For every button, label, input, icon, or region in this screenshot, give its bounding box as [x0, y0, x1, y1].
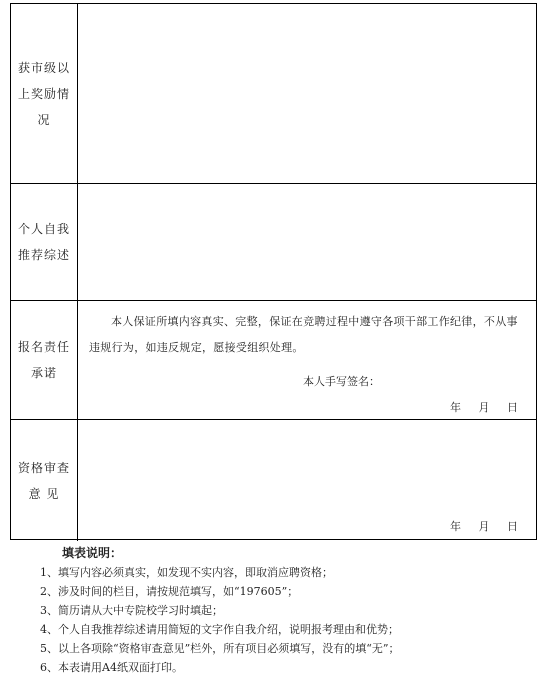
form-instructions — [40, 544, 540, 677]
instruction-item: 4、个人自我推荐综述请用简短的文字作自我介绍，说明报考理由和优势； — [40, 623, 399, 636]
instruction-item: 6、本表请用A4纸双面打印。 — [40, 661, 183, 674]
self-recommendation-label-cell — [11, 184, 78, 300]
commitment-row — [11, 301, 536, 420]
qualification-review-row — [11, 420, 536, 541]
qualification-review-content[interactable] — [77, 420, 536, 541]
signature-label: 本人手写签名： — [303, 375, 380, 388]
instruction-item: 3、简历请从大中专院校学习时填起； — [40, 604, 223, 617]
commitment-label: 报名责任承诺 — [18, 340, 71, 380]
qualification-review-label: 资格审查意 见 — [18, 460, 71, 501]
commitment-date: 年 月 日 — [450, 401, 518, 414]
awards-label-cell — [11, 4, 78, 183]
instruction-item: 2、涉及时间的栏目，请按规范填写，如“197605”； — [40, 585, 299, 598]
instructions-title: 填表说明： — [62, 546, 123, 560]
awards-row — [11, 4, 536, 184]
application-form-table — [10, 3, 537, 540]
awards-content-field[interactable] — [77, 4, 536, 183]
commitment-label-cell — [11, 301, 78, 419]
commitment-text: 本人保证所填内容真实、完整，保证在竞聘过程中遵守各项干部工作纪律，不从事违规行为，如违反规定，愿接受组织处理。 — [89, 315, 518, 354]
awards-label: 获市级以上奖励情况 — [18, 60, 71, 127]
instruction-item: 1、填写内容必须真实，如发现不实内容，即取消应聘资格； — [40, 566, 333, 579]
self-recommendation-content-field[interactable] — [77, 184, 536, 300]
instruction-item: 5、以上各项除“资格审查意见”栏外，所有项目必须填写，没有的填“无”； — [40, 642, 400, 655]
qualification-review-label-cell — [11, 420, 78, 541]
review-date: 年 月 日 — [450, 520, 518, 533]
commitment-content — [77, 301, 536, 419]
self-recommendation-row — [11, 184, 536, 301]
self-recommendation-label: 个人自我推荐综述 — [18, 222, 71, 262]
